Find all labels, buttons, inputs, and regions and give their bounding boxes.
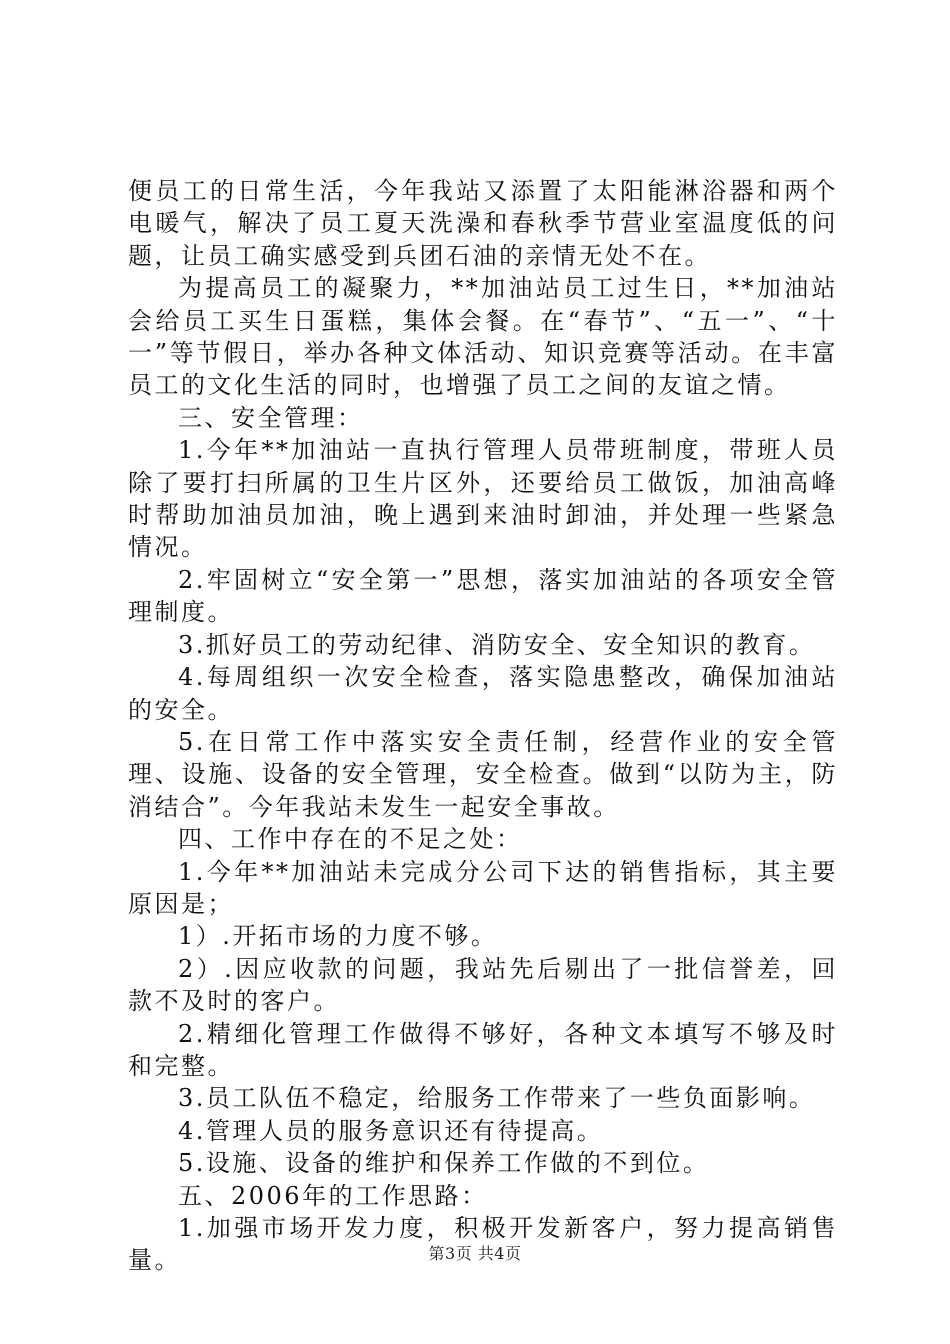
list-item: 1.加强市场开发力度，积极开发新客户，努力提高销售量。 bbox=[128, 1214, 838, 1275]
document-body bbox=[128, 175, 838, 1277]
list-item: 5.设施、设备的维护和保养工作做的不到位。 bbox=[178, 1149, 710, 1178]
paragraph: 便员工的日常生活，今年我站又添置了太阳能淋浴器和两个电暖气，解决了员工夏天洗澡和春秋季节营业室温度低的问题，让员工确实感受到兵团石油的亲情无处不在。 bbox=[128, 177, 838, 270]
list-item: 3.抓好员工的劳动纪律、消防安全、安全知识的教育。 bbox=[178, 630, 816, 659]
page-footer: 第3页 共4页 bbox=[428, 1244, 522, 1263]
sub-list-item: 1）.开拓市场的力度不够。 bbox=[178, 922, 498, 951]
list-item: 2.精细化管理工作做得不够好，各种文本填写不够及时和完整。 bbox=[128, 1019, 838, 1080]
list-item: 3.员工队伍不稳定，给服务工作带来了一些负面影响。 bbox=[178, 1084, 816, 1113]
list-item: 2.牢固树立“安全第一”思想，落实加油站的各项安全管理制度。 bbox=[128, 565, 838, 627]
sub-list-item: 2）.因应收款的问题，我站先后剔出了一批信誉差，回款不及时的客户。 bbox=[128, 954, 838, 1016]
list-item: 4.管理人员的服务意识还有待提高。 bbox=[178, 1116, 604, 1145]
list-item: 1.今年**加油站未完成分公司下达的销售指标，其主要原因是； bbox=[128, 857, 838, 918]
section-heading: 五、2006年的工作思路： bbox=[178, 1181, 488, 1210]
list-item: 4.每周组织一次安全检查，落实隐患整改，确保加油站的安全。 bbox=[128, 663, 838, 724]
paragraph: 为提高员工的凝聚力，**加油站员工过生日，**加油站会给员工买生日蛋糕，集体会餐。在“春节”、“五一”、“十一”等节假日，举办各种文体活动、知识竞赛等活动。在丰富员工的文化生活的同时，也增强了员工之间的友谊之情。 bbox=[128, 274, 838, 400]
section-heading: 四、工作中存在的不足之处： bbox=[178, 825, 523, 854]
list-item: 5.在日常工作中落实安全责任制，经营作业的安全管理、设施、设备的安全管理，安全检查。做到“以防为主，防消结合”。今年我站未发生一起安全事故。 bbox=[128, 727, 838, 821]
section-heading: 三、安全管理： bbox=[178, 403, 364, 432]
list-item: 1.今年**加油站一直执行管理人员带班制度，带班人员除了要打扫所属的卫生片区外，还要给员工做饭，加油高峰时帮助加油员加油，晚上遇到来油时卸油，并处理一些紧急情况。 bbox=[128, 436, 838, 562]
